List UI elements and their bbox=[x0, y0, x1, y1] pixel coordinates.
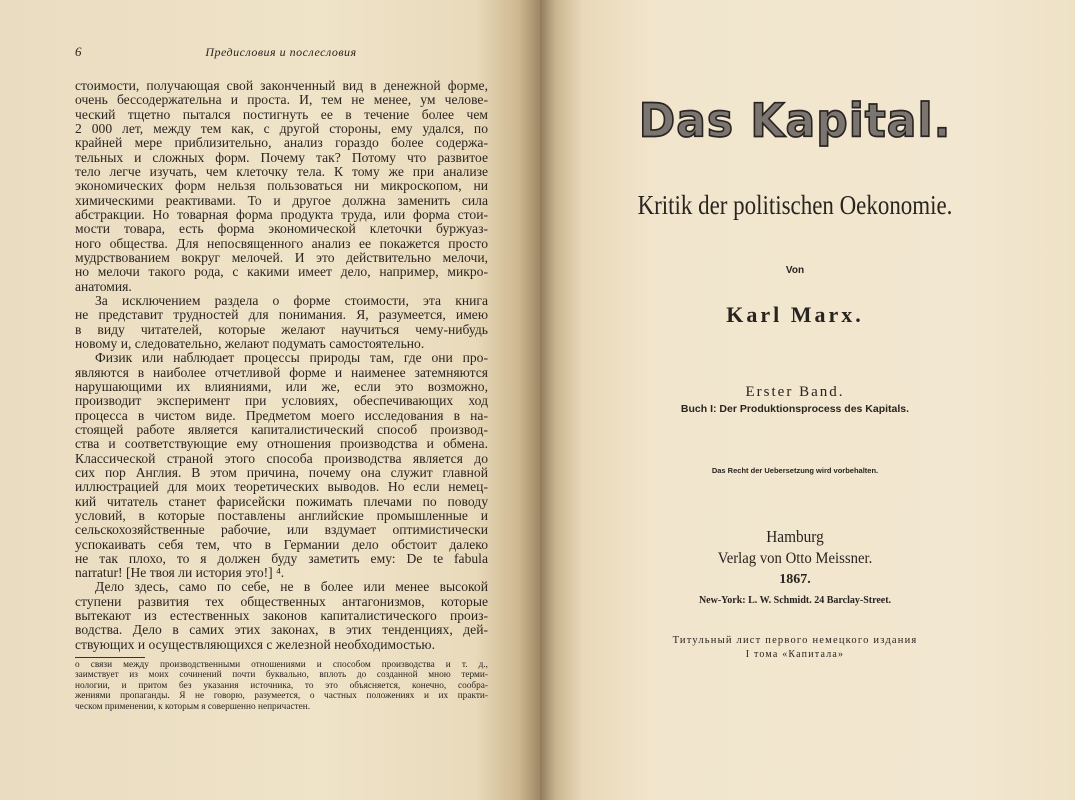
volume: Erster Band. bbox=[745, 384, 845, 400]
text-line: водства. Дело в самих этих законах, в этих тенденциях, дей- bbox=[75, 623, 488, 638]
text-line: не так плохо, то я должен буду заметить ему: De te fabula bbox=[75, 551, 488, 566]
text-line: мудрствованием вокруг мелочей. И это действительно мелочи, bbox=[75, 250, 488, 265]
text-line: не представит трудностей для понимания. Я, разумеется, имею bbox=[75, 308, 488, 323]
text-line: очень бессодержательна и проста. И, тем не менее, ум челове- bbox=[75, 93, 488, 108]
text-line: тело легче изучать, чем клеточку тела. К тому же при анализе bbox=[75, 164, 488, 179]
text-line: Дело здесь, само по себе, не в более или менее высокой bbox=[95, 580, 488, 595]
text-line: Классической страной этого способа производства является до bbox=[75, 451, 488, 466]
text-line: narratur! [Не твоя ли история это!] ⁴. bbox=[75, 566, 285, 581]
text-line: сих пор Англия. В этом причина, почему она служит главной bbox=[75, 465, 488, 480]
text-line: производит эксперимент при условиях, обеспечивающих ход bbox=[75, 394, 488, 409]
rights-notice: Das Recht der Uebersetzung wird vorbehalten. bbox=[711, 466, 879, 475]
caption-line-1: Титульный лист первого немецкого издания bbox=[672, 635, 918, 646]
footnote-line: о связи между производственными отношениями и способом производства и т. д., bbox=[75, 660, 488, 670]
text-line: крайней мере приблизительно, анализ гораздо более содержа- bbox=[75, 136, 488, 151]
text-line: процесса в чистом виде. Предметом моего исследования в на- bbox=[75, 408, 488, 423]
text-line: ствующих и осуществляющихся с железной необходимостью. bbox=[75, 637, 435, 652]
running-head-title: Предисловия и послесловия bbox=[205, 45, 357, 59]
text-line: химическими реактивами. То и другое должна заменить сила bbox=[75, 193, 488, 208]
text-line: успокаивать себя тем, что в Германии дело обстоит далеко bbox=[75, 537, 488, 552]
caption-line-2: I тома «Капитала» bbox=[745, 649, 845, 660]
text-line: стоимости, получающая свой законченный вид в денежной форме, bbox=[75, 79, 488, 93]
city: Hamburg bbox=[766, 527, 824, 546]
footnote bbox=[75, 660, 488, 712]
publisher: Verlag von Otto Meissner. bbox=[717, 550, 873, 567]
page-number: 6 bbox=[75, 44, 82, 59]
text-line: условий, в которые поставлены английские промышленные и bbox=[75, 508, 488, 523]
text-line: но мелочи такого рода, с какими имеет дело, например, микро- bbox=[75, 265, 488, 280]
footnote-line: ческом применении, к которым я совершенно непричастен. bbox=[75, 701, 311, 712]
book-part: Buch I: Der Produktionsprocess des Kapitals. bbox=[680, 403, 910, 415]
text-line: 2 000 лет, между тем как, с другой стороны, ему удался, по bbox=[75, 121, 488, 136]
book-title: Das Kapital. bbox=[638, 94, 952, 149]
text-line: стоящей работе является капиталистический способ производ- bbox=[75, 422, 488, 437]
text-line: иллюстрацией для моих теоретических выводов. Но если немец- bbox=[75, 480, 488, 495]
text-line: кий читатель станет фарисейски пожимать плечами по поводу bbox=[75, 494, 488, 509]
year: 1867. bbox=[779, 572, 811, 587]
text-line: сельскохозяйственные рабочие, или вздумает оптимистически bbox=[75, 523, 488, 538]
footnote-rule bbox=[75, 657, 145, 658]
text-line: являются в наиболее отчетливой форме и наименее затемняются bbox=[75, 365, 488, 380]
text-line: ческий тщетно пытался постигнуть ее в течение более чем bbox=[75, 107, 488, 122]
text-line: За исключением раздела о форме стоимости, эта книга bbox=[95, 293, 488, 308]
footnote-line: заимствует из моих сочинений почти буквально, вплоть до созданной мною терми- bbox=[75, 670, 488, 681]
new-york-agent: New-York: L. W. Schmidt. 24 Barclay-Street. bbox=[698, 595, 892, 606]
text-line: экономических форм нельзя пользоваться ни микроскопом, ни bbox=[75, 179, 488, 194]
footnote-line: жениями пропаганды. Я не говорю, разумеется, о частных положениях и их практи- bbox=[75, 691, 488, 702]
by-label: Von bbox=[785, 265, 805, 276]
footnote-line: нологии, и притом без указания источника, то это объясняется, конечно, сообра- bbox=[75, 680, 488, 691]
book-subtitle: Kritik der politischen Oekonomie. bbox=[637, 190, 953, 220]
text-line: нарушающими их влияниями, или же, если это возможно, bbox=[75, 379, 488, 394]
text-line: ступени развития тех общественных антагонизмов, которые bbox=[75, 594, 488, 609]
text-line: абстракции. Но товарная форма продукта труда, или форма стои- bbox=[75, 207, 488, 222]
body-text bbox=[75, 79, 488, 652]
text-line: ного общества. Для непосвященного анализ ее покажется просто bbox=[75, 236, 488, 251]
text-line: в виду читателей, которые желают научиться чему-нибудь bbox=[75, 322, 488, 337]
text-line: новому и, следовательно, желают подумать самостоятельно. bbox=[75, 336, 425, 351]
text-line: Физик или наблюдает процессы природы там, где они про- bbox=[95, 351, 488, 366]
running-head bbox=[75, 44, 487, 62]
text-line: ства и соответствующие ему отношения производства и обмена. bbox=[75, 437, 488, 452]
text-line: мости товара, есть форма экономической клеточки буржуаз- bbox=[75, 222, 488, 237]
text-line: вытекают из естественных законов капиталистического произ- bbox=[75, 609, 488, 624]
text-line: тельных и сложных форм. Почему так? Потому что развитое bbox=[75, 150, 488, 165]
text-line: анатомия. bbox=[75, 279, 132, 294]
author: Karl Marx. bbox=[726, 302, 864, 327]
